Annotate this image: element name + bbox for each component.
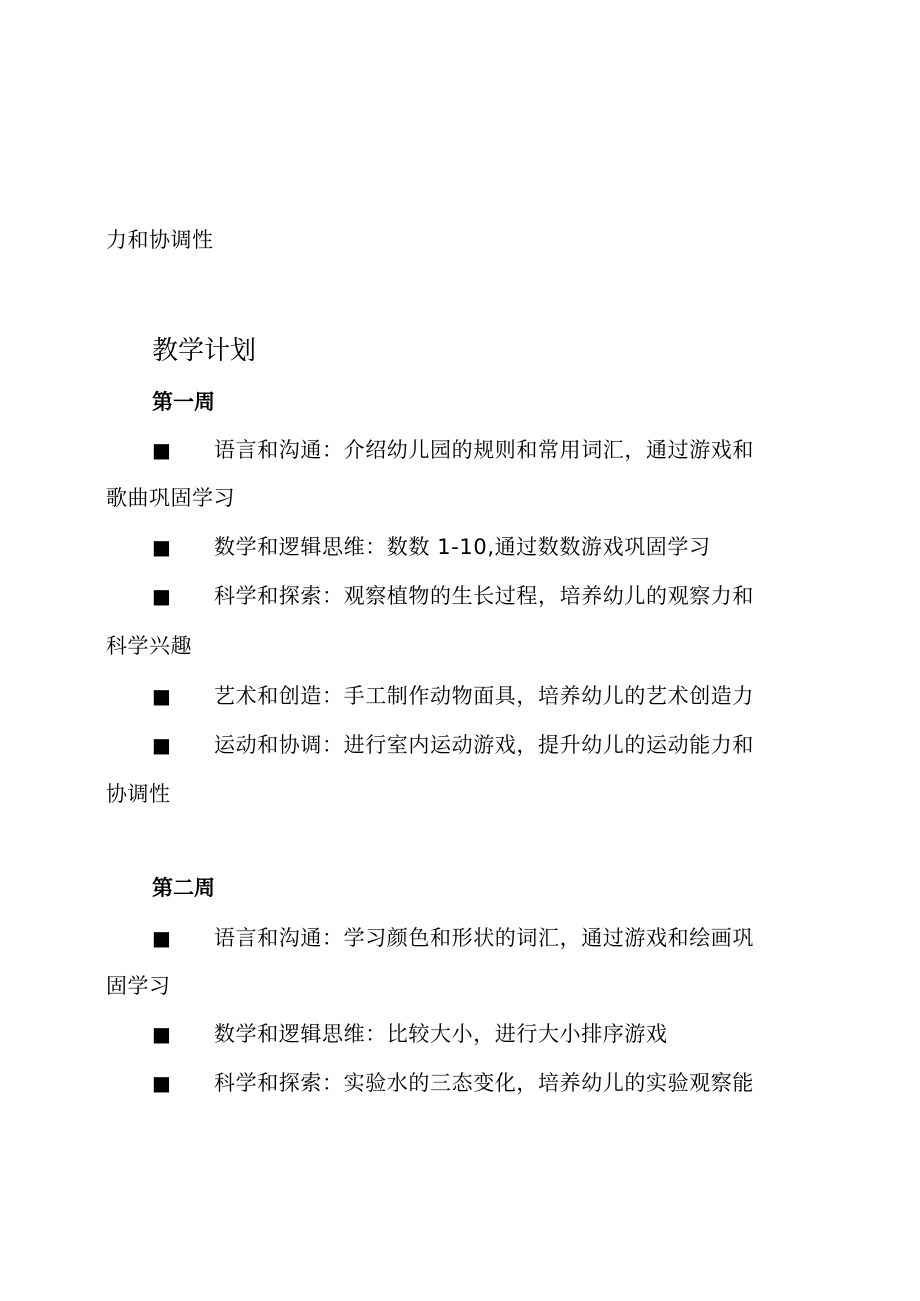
item-text: 艺术和创造：手工制作动物面具，培养幼儿的艺术创造力 (214, 684, 754, 708)
week-1-item-1 (152, 436, 812, 464)
week-1-item-3-continuation: 科学兴趣 (106, 634, 192, 658)
top-continuation-text: 力和协调性 (106, 228, 214, 252)
item-text: 科学和探索：实验水的三态变化，培养幼儿的实验观察能 (214, 1071, 754, 1095)
week-1-item-4 (152, 682, 812, 710)
week-2-item-1-continuation: 固学习 (106, 974, 171, 998)
item-text: 数学和逻辑思维：比较大小，进行大小排序游戏 (214, 1022, 668, 1046)
bullet-square-icon: ■ (152, 535, 171, 559)
item-text: 科学和探索：观察植物的生长过程，培养幼儿的观察力和 (214, 584, 754, 608)
week-1-item-5 (152, 731, 812, 759)
bullet-square-icon: ■ (152, 733, 171, 757)
week-2-item-1 (152, 924, 812, 952)
bullet-square-icon: ■ (152, 1071, 171, 1095)
week-1-item-1-continuation: 歌曲巩固学习 (106, 486, 235, 510)
bullet-square-icon: ■ (152, 438, 171, 462)
item-text: 语言和沟通：学习颜色和形状的词汇，通过游戏和绘画巩 (214, 926, 754, 950)
item-text: 数学和逻辑思维：数数 1-10,通过数数游戏巩固学习 (214, 535, 711, 559)
bullet-square-icon: ■ (152, 926, 171, 950)
section-title: 教学计划 (152, 336, 257, 366)
week-1-item-2 (152, 533, 812, 561)
week-1-title: 第一周 (152, 390, 215, 414)
bullet-square-icon: ■ (152, 1022, 171, 1046)
week-2-item-3 (152, 1069, 812, 1097)
bullet-square-icon: ■ (152, 684, 171, 708)
item-text: 语言和沟通：介绍幼儿园的规则和常用词汇，通过游戏和 (214, 438, 754, 462)
item-text: 运动和协调：进行室内运动游戏，提升幼儿的运动能力和 (214, 733, 754, 757)
week-2-item-2 (152, 1020, 812, 1048)
week-2-title: 第二周 (152, 876, 215, 900)
bullet-square-icon: ■ (152, 584, 171, 608)
week-1-item-5-continuation: 协调性 (106, 782, 171, 806)
week-1-item-3 (152, 582, 812, 610)
